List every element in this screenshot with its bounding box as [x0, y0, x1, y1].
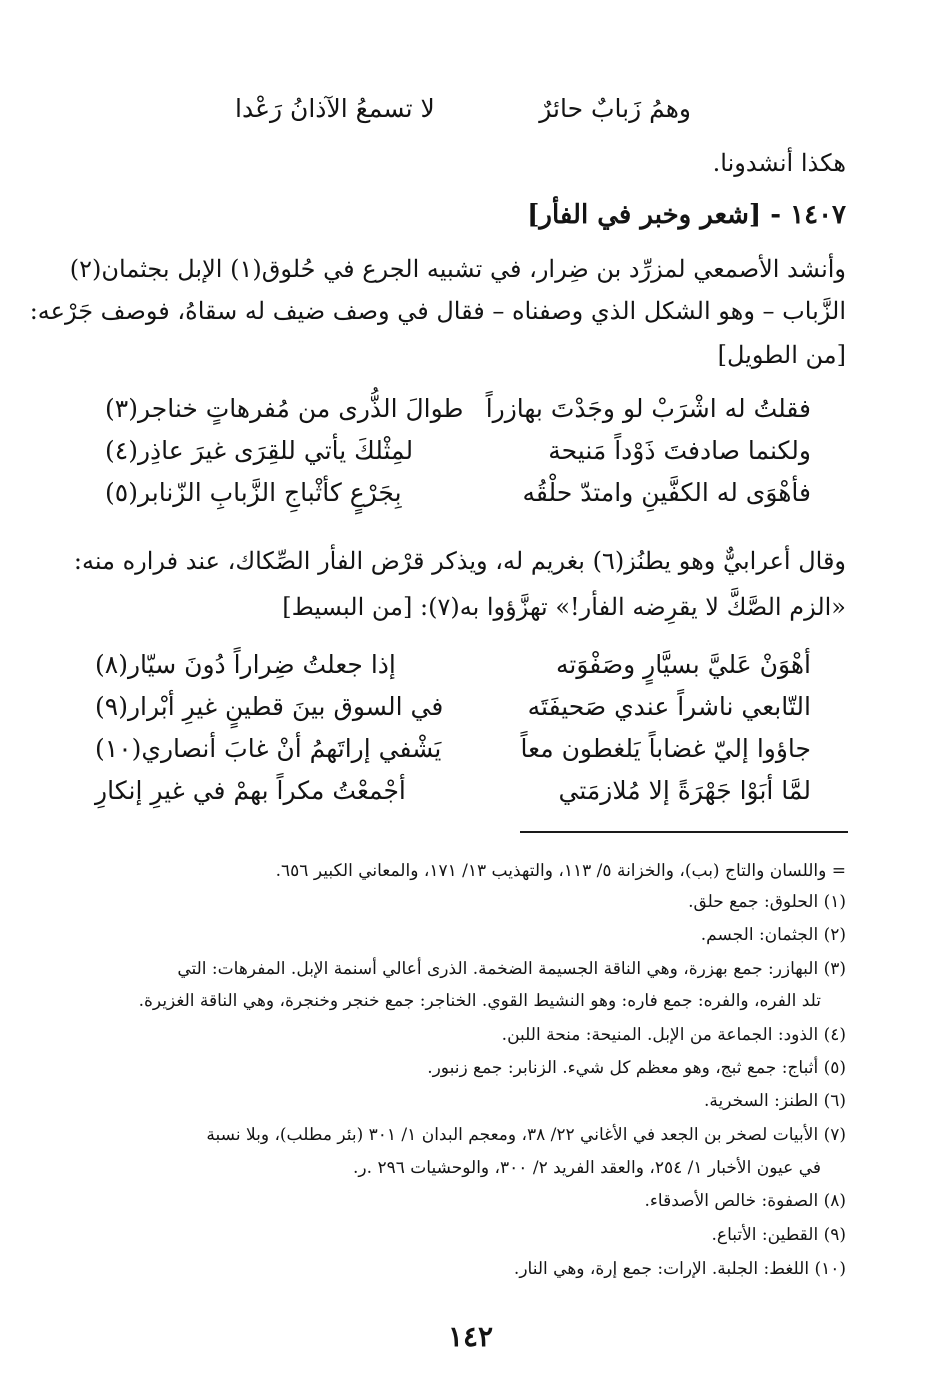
para1-line-1: وأنشد الأصمعي لمزرِّد بن ضِرار، في تشبيه الجرع في حُلوق(١) الإبل بجثمان(٢) [69, 255, 846, 283]
poem1-verse-3-second: بِجَرْعٍ كأثْباجِ الزَّبابِ الزّنابر(٥) [105, 478, 402, 507]
section-heading: ١٤٠٧ - [شعر وخبر في الفأر] [527, 200, 846, 230]
para2-line-2: «الزم الصَّكَّ لا يقرِضه الفأر!» تهزَّؤوا به(٧): [من البسيط] [282, 593, 846, 621]
footnote-10: (١٠) اللغط: الجلبة. الإرات: جمع إرة، وهي النار. [513, 1259, 846, 1279]
footnote-continuation: = واللسان والتاج (بب)، والخزانة ٥/ ١١٣، والتهذيب ١٣/ ١٧١، والمعاني الكبير ٦٥٦. [275, 861, 846, 881]
footnote-5: (٥) أثباج: جمع ثبج، وهو معظم كل شيء. الزنابر: جمع زنبور. [427, 1058, 846, 1078]
para1-line-2: الزَّباب – وهو الشكل الذي وصفناه – فقال في وصف ضيف له سقاهُ، فوصف جَرْعه: [29, 297, 846, 325]
top-verse-second: لا تسمعُ الآذانُ رَعْدا [235, 94, 435, 123]
poem2-verse-4-second: أجْمعْتُ مكراً بهمْ في غيرِ إنكارِ [95, 776, 406, 805]
intro-line: هكذا أنشدونا. [712, 149, 846, 177]
page-number: ١٤٢ [447, 1320, 494, 1353]
poem1-verse-1-second: طوالَ الذُّرى من مُفرهاتٍ خناجر(٣) [105, 394, 464, 423]
footnote-7: (٧) الأبيات لصخر بن الجعد في الأغاني ٢٢/ ٣٨، ومعجم البدان ١/ ٣٠١ (بئر مطلب)، وبلا نسبة [206, 1125, 846, 1145]
poem2-verse-2-first: التّابعي ناشراً عندي صَحيفَتَه [527, 692, 811, 721]
footnote-2: (٢) الجثمان: الجسم. [700, 925, 846, 945]
poem2-verse-4-first: لمَّا أبَوْا جَهْرَةً إلا مُلازمَتي [558, 776, 811, 805]
footnote-6: (٦) الطنز: السخرية. [704, 1091, 846, 1111]
footnote-9: (٩) القطين: الأتباع. [711, 1225, 846, 1245]
footnote-3-cont: تلد الفره، والفره: جمع فاره: وهو النشيط القوي. الخناجر: جمع خنجر وخنجرة، وهي الناقة الغزيرة. [138, 991, 821, 1011]
poem2-verse-3-second: يَشْفي إراتَهمُ أنْ غابَ أنصاري(١٠) [95, 734, 442, 763]
footnote-separator [520, 831, 848, 833]
footnote-3: (٣) البهازر: جمع بهزرة، وهي الناقة الجسيمة الضخمة. الذرى أعالي أسنمة الإبل. المفرهات: التي [177, 959, 846, 979]
poem1-verse-2-first: ولكنما صادفتَ ذَوْداً مَنيحة [548, 436, 811, 465]
poem2-verse-3-first: جاؤوا إليّ غضاباً يَلغطون معاً [520, 734, 811, 763]
footnote-4: (٤) الذود: الجماعة من الإبل. المنيحة: منحة اللبن. [501, 1025, 846, 1045]
poem1-verse-3-first: فأهْوَى له الكفَّينِ وامتدّ حلْقُه [522, 478, 811, 507]
poem1-verse-1-first: فقلتُ له اشْرَبْ لو وجَدْتَ بهازراً [485, 394, 811, 423]
para2-line-1: وقال أعرابيٌّ وهو يطنُز(٦) بغريم له، ويذكر قرْض الفأر الصِّكاك، عند فراره منه: [73, 547, 846, 575]
footnote-8: (٨) الصفوة: خالص الأصدقاء. [644, 1191, 846, 1211]
poem2-verse-1-second: إذا جعلتُ ضِراراً دُونَ سيّار(٨) [95, 650, 396, 679]
poem2-verse-1-first: أهْوَنْ عَليَّ بسيَّارٍ وصَفْوَته [556, 650, 811, 679]
top-verse-first: وهمُ زَبابٌ حائرٌ [539, 94, 691, 123]
poem1-verse-2-second: لمِثْلكَ يأتي للقِرَى غيرَ عاذِر(٤) [105, 436, 414, 465]
footnote-7-cont: في عيون الأخبار ١/ ٢٥٤، والعقد الفريد ٢/ ٣٠٠، والوحشيات ٢٩٦ .ر. [353, 1158, 821, 1178]
para1-meter: [من الطويل] [717, 341, 846, 369]
poem2-verse-2-second: في السوق بينَ قطينٍ غيرِ أبْرار(٩) [95, 692, 444, 721]
footnote-1: (١) الحلوق: جمع حلق. [688, 892, 846, 912]
